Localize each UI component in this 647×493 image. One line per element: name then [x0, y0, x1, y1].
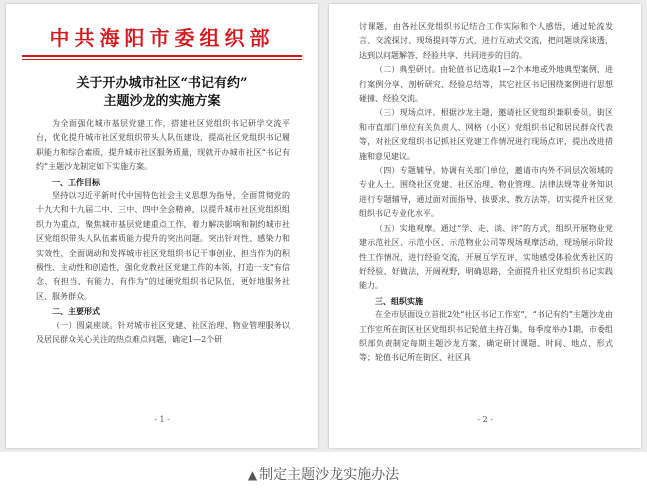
image-caption: [0, 464, 647, 484]
triangle-icon: ▲: [247, 468, 258, 482]
header-rule-thin: [22, 59, 302, 60]
onsite-review-paragraph: （三）现场点评。根据沙龙主题，邀请社区党组织兼职委员，街区和市直部门单位有关负责人、网格（小区）党组织书记和居民群众代表等，对社区党组织书记抓社区党建工作情况进行现场点评，提出改进措施和意见建议。: [359, 108, 613, 161]
section3-heading: 三、组织实施: [375, 295, 423, 306]
intro-paragraph: 为全面强化城市基层党建工作，搭建社区党组织书记研学交流平台，优化提升城市社区党组织带头人队伍建设，提高社区党组织书记履职能力和综合素质，提升城市社区服务质量，现就开办城市社区“书记有约”主题沙龙制定如下实施方案。: [36, 119, 290, 172]
typical-discussion-paragraph: （二）典型研讨。由轮值书记选取1—2个本地或外地典型案例，进行案例分享、剖析研究、经验总结等，其它社区书记围绕案例进行思想碰撞、经验交流。: [359, 65, 613, 104]
field-observation-paragraph: （五）实地观摩。通过“学、走、谈、评”的方式，组织开展物业党建示范社区、示范小区、示范物业公司等现场观摩活动，现场展示阶段性工作情况，进行经验交流，开展互学互评，实地感受体验优秀社区的好经验、好做法，开阔视野，明确思路，全面提升社区党组织书记实践能力。: [359, 223, 613, 291]
section3-paragraph: 在全市层面设立首批2处“社区书记工作室”，“书记有约”主题沙龙由工作室所在街区社区党组织书记轮值主持召集，每季度举办1期，市委组织部负责制定每期主题沙龙方案，确定研讨课题、时间、地点、形式等；轮值书记所在街区、社区具: [359, 310, 613, 363]
document-header: 中共海阳市委组织部: [49, 26, 275, 50]
document-page-2: [329, 4, 641, 448]
document-title-line2: 主题沙龙的实施方案: [103, 94, 221, 109]
page1-body: [36, 117, 290, 348]
header-rule-thick: [22, 55, 302, 57]
page-number-2: - 2 -: [477, 415, 493, 424]
section2-heading: 二、主要形式: [52, 306, 100, 317]
page-number-1: - 1 -: [154, 415, 170, 424]
document-page-1: [6, 4, 318, 448]
continued-paragraph: 讨课题，由各社区党组织书记结合工作实际和个人感悟，通过轮流发言、交流探讨、现场提问等方式，进行互动式交流，把问题谈深谈透，达到以问题解答、经验共享、共同进步的目的。: [359, 22, 613, 60]
special-guidance-paragraph: （四）专题辅导。协调有关部门单位，邀请市内外不同层次领域的专业人士，围绕社区党建、社区治理、物业管理、法律法规等业务知识进行专题辅导，通过面对面指导、拔要求、教方法等，切实提升社区党组织书记专业化水平。: [359, 166, 613, 219]
document-title-line1: 关于开办城市社区“书记有约”: [76, 76, 248, 91]
section1-paragraph: 坚持以习近平新时代中国特色社会主义思想为指导，全面贯彻党的十九大和十九届二中、三中、四中全会精神，以提升城市社区党组织组织力为重点，聚焦城市基层党建重点工作，着力解决影响和制约城市社区党组织带头人队伍素质能力提升的突出问题。突出针对性、感染力和实效性，全面调动和发挥城市社区党组织书记干事创业、担当作为的积极性、主动性和创造性，强化党教社区党建工作的本领，打造一支“有信念、有担当、有能力、有作为”的过硬党组织书记队伍，更好地服务社区、服务群众。: [36, 191, 290, 301]
section2-paragraph: （一）圆桌座谈。针对城市社区党建、社区治理、物业管理服务以及居民群众关心关注的热点难点问题，确定1—2个研: [36, 320, 290, 345]
caption-text: 制定主题沙龙实施办法: [259, 467, 400, 483]
page2-body: [359, 20, 613, 366]
section1-heading: 一、工作目标: [52, 176, 100, 187]
